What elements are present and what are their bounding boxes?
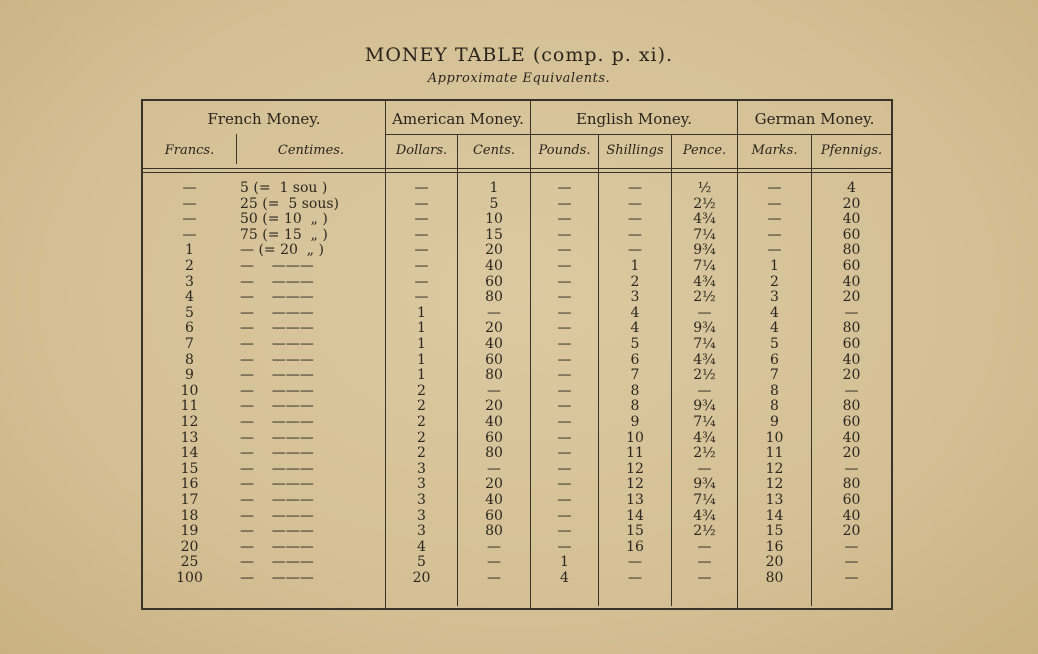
col-marks: Marks. xyxy=(751,143,798,158)
cell-centimes: — ——— xyxy=(240,351,314,368)
cell-marks: — xyxy=(767,211,782,228)
cell-pfennigs: — xyxy=(844,304,859,321)
page-subtitle: Approximate Equivalents. xyxy=(427,71,611,86)
col-dollars: Dollars. xyxy=(395,143,448,158)
cell-francs: 16 xyxy=(180,476,199,493)
cell-marks: — xyxy=(767,180,782,196)
cell-centimes: 25 (= 5 sous) xyxy=(240,195,339,212)
cell-pfennigs: 60 xyxy=(842,336,861,352)
cell-shillings: 8 xyxy=(630,382,640,399)
cell-francs: 9 xyxy=(185,367,194,384)
cell-shillings: — xyxy=(628,195,642,212)
cell-pence: 7¼ xyxy=(693,414,716,430)
cell-pence: 2½ xyxy=(693,289,716,306)
cell-shillings: — xyxy=(628,554,642,571)
cell-marks: 80 xyxy=(765,570,784,586)
cell-shillings: 4 xyxy=(630,320,640,337)
cell-pfennigs: 80 xyxy=(842,476,861,493)
cell-dollars: 2 xyxy=(417,445,426,462)
cell-cents: 20 xyxy=(485,398,503,415)
cell-cents: — xyxy=(487,570,501,586)
cell-centimes: — ——— xyxy=(240,258,314,274)
cell-shillings: — xyxy=(628,242,642,259)
cell-marks: 4 xyxy=(770,304,779,321)
cell-pfennigs: 60 xyxy=(842,226,861,243)
cell-pounds: — xyxy=(557,289,572,306)
cell-pounds: — xyxy=(557,492,572,508)
cell-centimes: — ——— xyxy=(240,523,314,540)
cell-pfennigs: 40 xyxy=(842,211,861,228)
cell-shillings: 2 xyxy=(630,273,640,290)
cell-centimes: — ——— xyxy=(240,429,314,446)
cell-francs: 15 xyxy=(180,460,199,477)
cell-pfennigs: 40 xyxy=(842,273,861,290)
cell-marks: 8 xyxy=(770,382,779,399)
col-francs: Francs. xyxy=(164,143,215,158)
cell-shillings: 12 xyxy=(626,460,644,477)
col-shillings: Shillings xyxy=(606,143,664,158)
cell-pounds: — xyxy=(557,351,572,368)
cell-centimes: — ——— xyxy=(240,320,314,337)
cell-francs: 18 xyxy=(180,507,199,524)
cell-pfennigs: 20 xyxy=(842,367,861,384)
cell-pfennigs: — xyxy=(844,382,859,399)
cell-shillings: 11 xyxy=(626,445,644,462)
cell-dollars: — xyxy=(414,180,429,196)
cell-pence: 9¾ xyxy=(693,242,716,259)
cell-cents: 10 xyxy=(485,211,503,228)
cell-marks: — xyxy=(767,195,782,212)
cell-pence: 7¼ xyxy=(693,226,716,243)
cell-francs: 12 xyxy=(180,414,199,430)
cell-dollars: 3 xyxy=(417,460,426,477)
cell-marks: 20 xyxy=(765,554,784,571)
cell-francs: 10 xyxy=(180,382,199,399)
cell-marks: 7 xyxy=(770,367,779,384)
cell-pence: 7¼ xyxy=(693,492,716,508)
cell-dollars: — xyxy=(414,211,429,228)
cell-pounds: — xyxy=(557,398,572,415)
cell-dollars: 5 xyxy=(417,554,426,571)
cell-pence: 9¾ xyxy=(693,320,716,337)
cell-pounds: — xyxy=(557,538,572,555)
cell-pence: 9¾ xyxy=(693,476,716,493)
cell-pence: 4¾ xyxy=(693,507,716,524)
cell-centimes: — ——— xyxy=(240,273,314,290)
cell-francs: 19 xyxy=(180,523,199,540)
cell-pence: 7¼ xyxy=(693,336,716,352)
cell-shillings: 9 xyxy=(630,414,640,430)
cell-shillings: 7 xyxy=(630,367,640,384)
cell-francs: 11 xyxy=(180,398,199,415)
cell-pfennigs: 60 xyxy=(842,414,861,430)
cell-shillings: 1 xyxy=(630,258,640,274)
cell-dollars: 1 xyxy=(417,336,426,352)
cell-pounds: — xyxy=(557,523,572,540)
cell-pounds: — xyxy=(557,429,572,446)
cell-dollars: 1 xyxy=(417,367,426,384)
cell-centimes: — ——— xyxy=(240,367,314,384)
cell-pfennigs: — xyxy=(844,570,859,586)
cell-centimes: — ——— xyxy=(240,554,314,571)
cell-dollars: — xyxy=(414,226,429,243)
cell-francs: 1 xyxy=(185,242,194,259)
cell-cents: 40 xyxy=(485,492,503,508)
cell-dollars: — xyxy=(414,258,429,274)
cell-marks: — xyxy=(767,226,782,243)
cell-centimes: — ——— xyxy=(240,445,314,462)
cell-pfennigs: 40 xyxy=(842,429,861,446)
cell-centimes: — ——— xyxy=(240,538,314,555)
cell-francs: 8 xyxy=(185,351,194,368)
cell-marks: 13 xyxy=(765,492,784,508)
cell-dollars: 3 xyxy=(417,507,426,524)
cell-pfennigs: 60 xyxy=(842,258,861,274)
cell-cents: 80 xyxy=(485,289,503,306)
cell-pfennigs: — xyxy=(844,538,859,555)
cell-francs: 100 xyxy=(176,570,203,586)
cell-pounds: — xyxy=(557,507,572,524)
cell-dollars: — xyxy=(414,273,429,290)
cell-pence: 4¾ xyxy=(693,429,716,446)
cell-francs: — xyxy=(182,180,197,196)
col-pfennigs: Pfennigs. xyxy=(820,143,883,158)
cell-pence: 2½ xyxy=(693,445,716,462)
cell-centimes: — ——— xyxy=(240,414,314,430)
cell-cents: 20 xyxy=(485,476,503,493)
cell-pfennigs: 20 xyxy=(842,523,861,540)
cell-centimes: — ——— xyxy=(240,507,314,524)
cell-centimes: 5 (= 1 sou ) xyxy=(240,180,328,196)
cell-pfennigs: 20 xyxy=(842,445,861,462)
cell-cents: 15 xyxy=(485,226,503,243)
cell-cents: 80 xyxy=(485,367,503,384)
cell-pounds: — xyxy=(557,382,572,399)
cell-dollars: 3 xyxy=(417,492,426,508)
cell-cents: — xyxy=(487,538,501,555)
cell-dollars: — xyxy=(414,289,429,306)
cell-centimes: — ——— xyxy=(240,336,314,352)
cell-dollars: 2 xyxy=(417,398,426,415)
cell-dollars: 2 xyxy=(417,429,426,446)
cell-shillings: 5 xyxy=(630,336,640,352)
cell-cents: 40 xyxy=(485,414,503,430)
cell-dollars: 3 xyxy=(417,523,426,540)
cell-pfennigs: 20 xyxy=(842,195,861,212)
cell-cents: 40 xyxy=(485,336,503,352)
cell-pounds: — xyxy=(557,476,572,493)
cell-pounds: — xyxy=(557,273,572,290)
cell-pounds: 1 xyxy=(560,554,569,571)
cell-pounds: — xyxy=(557,414,572,430)
cell-shillings: — xyxy=(628,570,642,586)
cell-marks: 12 xyxy=(765,460,784,477)
cell-pence: — xyxy=(697,460,712,477)
cell-pence: — xyxy=(697,382,712,399)
cell-cents: 80 xyxy=(485,523,503,540)
cell-marks: 5 xyxy=(770,336,779,352)
cell-marks: 12 xyxy=(765,476,784,493)
cell-shillings: — xyxy=(628,226,642,243)
cell-centimes: — ——— xyxy=(240,570,314,586)
cell-pounds: — xyxy=(557,195,572,212)
cell-shillings: 13 xyxy=(626,492,644,508)
cell-shillings: 4 xyxy=(630,304,640,321)
col-centimes: Centimes. xyxy=(277,143,345,158)
cell-cents: — xyxy=(487,460,501,477)
cell-marks: 10 xyxy=(765,429,784,446)
page-title: MONEY TABLE (comp. p. xi). xyxy=(364,44,674,66)
cell-centimes: — ——— xyxy=(240,304,314,321)
cell-shillings: 3 xyxy=(630,289,640,306)
rule-group-header xyxy=(386,134,891,135)
cell-marks: 2 xyxy=(770,273,779,290)
cell-dollars: 20 xyxy=(412,570,431,586)
cell-francs: 7 xyxy=(185,336,194,352)
cell-shillings: 16 xyxy=(626,538,644,555)
cell-marks: 14 xyxy=(765,507,784,524)
cell-dollars: 1 xyxy=(417,320,426,337)
cell-cents: 20 xyxy=(485,320,503,337)
cell-centimes: — ——— xyxy=(240,382,314,399)
cell-cents: — xyxy=(487,554,501,571)
cell-francs: 4 xyxy=(185,289,194,306)
cell-francs: — xyxy=(182,195,197,212)
cell-shillings: 12 xyxy=(626,476,644,493)
cell-pounds: — xyxy=(557,226,572,243)
cell-shillings: 14 xyxy=(626,507,644,524)
cell-centimes: — (= 20 „ ) xyxy=(240,242,324,259)
cell-pfennigs: — xyxy=(844,554,859,571)
cell-francs: 17 xyxy=(180,492,199,508)
cell-pfennigs: 80 xyxy=(842,398,861,415)
cell-cents: — xyxy=(487,304,501,321)
rule-column-header-2 xyxy=(143,172,891,173)
cell-centimes: 50 (= 10 „ ) xyxy=(240,211,328,228)
cell-pence: ½ xyxy=(697,180,712,196)
cell-centimes: — ——— xyxy=(240,398,314,415)
cell-pfennigs: — xyxy=(844,460,859,477)
cell-marks: 16 xyxy=(765,538,784,555)
cell-marks: 8 xyxy=(770,398,779,415)
col-pence: Pence. xyxy=(682,143,727,158)
cell-pounds: — xyxy=(557,336,572,352)
cell-pounds: — xyxy=(557,258,572,274)
cell-pence: — xyxy=(697,570,712,586)
cell-centimes: — ——— xyxy=(240,460,314,477)
cell-dollars: — xyxy=(414,195,429,212)
cell-pounds: 4 xyxy=(560,570,569,586)
cell-francs: 13 xyxy=(180,429,199,446)
cell-francs: 20 xyxy=(180,538,199,555)
cell-dollars: 2 xyxy=(417,414,426,430)
cell-shillings: — xyxy=(628,211,642,228)
rule-column-header-1 xyxy=(143,168,891,169)
cell-cents: 60 xyxy=(485,507,503,524)
cell-dollars: 1 xyxy=(417,351,426,368)
cell-pence: — xyxy=(697,304,712,321)
cell-cents: — xyxy=(487,382,501,399)
cell-pounds: — xyxy=(557,320,572,337)
cell-marks: — xyxy=(767,242,782,259)
cell-francs: 5 xyxy=(185,304,194,321)
cell-pence: 2½ xyxy=(693,195,716,212)
group-american: American Money. xyxy=(392,110,524,128)
cell-pounds: — xyxy=(557,367,572,384)
cell-marks: 1 xyxy=(770,258,779,274)
cell-pfennigs: 60 xyxy=(842,492,861,508)
cell-francs: 14 xyxy=(180,445,199,462)
cell-dollars: 2 xyxy=(417,382,426,399)
cell-pfennigs: 4 xyxy=(847,180,856,196)
cell-pence: 7¼ xyxy=(693,258,716,274)
cell-pounds: — xyxy=(557,304,572,321)
cell-francs: 6 xyxy=(185,320,194,337)
cell-francs: 2 xyxy=(185,258,194,274)
cell-cents: 80 xyxy=(485,445,503,462)
cell-cents: 5 xyxy=(489,195,499,212)
cell-francs: — xyxy=(182,226,197,243)
cell-cents: 20 xyxy=(485,242,503,259)
cell-francs: 25 xyxy=(180,554,199,571)
cell-marks: 11 xyxy=(765,445,784,462)
cell-centimes: — ——— xyxy=(240,492,314,508)
cell-cents: 60 xyxy=(485,351,503,368)
cell-dollars: 4 xyxy=(417,538,426,555)
cell-centimes: — ——— xyxy=(240,476,314,493)
cell-shillings: 15 xyxy=(626,523,644,540)
cell-centimes: 75 (= 15 „ ) xyxy=(240,226,328,243)
cell-shillings: 8 xyxy=(630,398,640,415)
cell-pounds: — xyxy=(557,460,572,477)
cell-francs: — xyxy=(182,211,197,228)
cell-marks: 9 xyxy=(770,414,779,430)
cell-shillings: — xyxy=(628,180,642,196)
cell-cents: 60 xyxy=(485,273,503,290)
cell-dollars: 1 xyxy=(417,304,426,321)
cell-pfennigs: 20 xyxy=(842,289,861,306)
cell-shillings: 6 xyxy=(630,351,640,368)
group-french: French Money. xyxy=(207,110,321,128)
cell-dollars: — xyxy=(414,242,429,259)
cell-pence: 9¾ xyxy=(693,398,716,415)
cell-dollars: 3 xyxy=(417,476,426,493)
cell-francs: 3 xyxy=(185,273,194,290)
cell-pounds: — xyxy=(557,242,572,259)
cell-marks: 3 xyxy=(770,289,779,306)
cell-cents: 1 xyxy=(489,180,499,196)
cell-pence: 2½ xyxy=(693,523,716,540)
cell-cents: 60 xyxy=(485,429,503,446)
col-pounds: Pounds. xyxy=(538,143,591,158)
cell-pence: — xyxy=(697,554,712,571)
group-german: German Money. xyxy=(754,110,875,128)
cell-cents: 40 xyxy=(485,258,503,274)
cell-pfennigs: 80 xyxy=(842,242,861,259)
cell-pfennigs: 40 xyxy=(842,507,861,524)
col-cents: Cents. xyxy=(472,143,516,158)
cell-pence: 4¾ xyxy=(693,211,716,228)
cell-pfennigs: 40 xyxy=(842,351,861,368)
cell-pence: — xyxy=(697,538,712,555)
cell-marks: 15 xyxy=(765,523,784,540)
cell-pence: 4¾ xyxy=(693,351,716,368)
cell-marks: 6 xyxy=(770,351,779,368)
cell-pence: 4¾ xyxy=(693,273,716,290)
cell-marks: 4 xyxy=(770,320,779,337)
group-english: English Money. xyxy=(575,110,693,128)
cell-pfennigs: 80 xyxy=(842,320,861,337)
cell-pounds: — xyxy=(557,180,572,196)
cell-pounds: — xyxy=(557,445,572,462)
cell-pounds: — xyxy=(557,211,572,228)
cell-pence: 2½ xyxy=(693,367,716,384)
cell-shillings: 10 xyxy=(626,429,644,446)
cell-centimes: — ——— xyxy=(240,289,314,306)
